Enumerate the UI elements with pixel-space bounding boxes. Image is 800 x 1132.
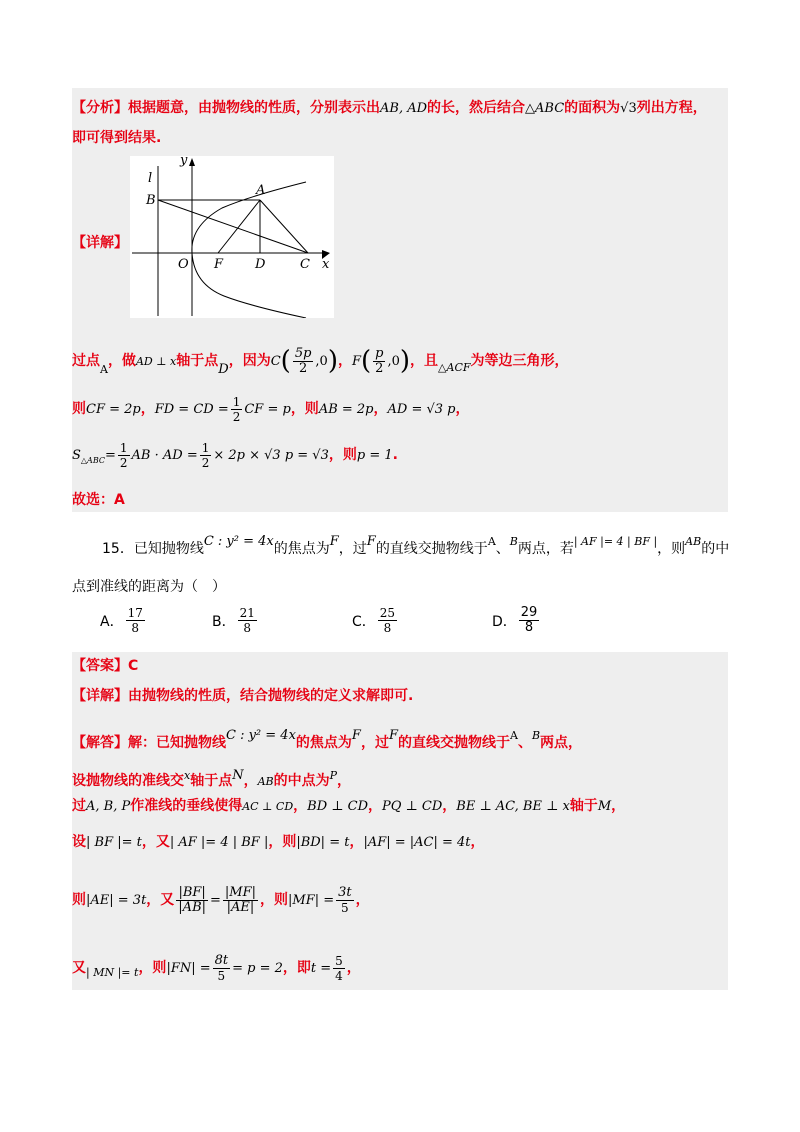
answer-text: 【答案】C <box>72 658 139 674</box>
parabola-figure <box>130 156 334 318</box>
choice-text: 故选：A <box>72 492 125 508</box>
solution-line-6: 又$_{| MN |= t}$，则|FN| = $\frac{8t}{5}$ = p = 2，即t = $\frac{5}{4}$ ， <box>72 952 361 983</box>
solution-line-2: 设抛物线的准线交$^x$轴于点N，AB的中点为$^P$， <box>72 768 352 789</box>
choice-line <box>72 490 125 510</box>
label-f: F <box>214 257 224 272</box>
option-b[interactable]: B． $\frac{21}{8}$ <box>212 606 255 635</box>
question-number: 15． <box>102 541 134 557</box>
detail-line-c: $S_{\triangle ABC}=$ $\frac{1}{2}$ AB · AD = $\frac{1}{2}$ × 2p × √3 p = √3，则p = 1. <box>72 440 398 470</box>
analysis-line-2: 即可得到结果. <box>72 130 162 146</box>
math-sqrt3: √3 <box>620 101 637 116</box>
math-ab-ad: AB, AD <box>380 101 428 116</box>
option-a[interactable]: A． $\frac{17}{8}$ <box>100 606 143 635</box>
solution-line-3: 过A, B, P作准线的垂线使得AC ⊥ CD，BD ⊥ CD，PQ ⊥ CD，BE ⊥ AC, BE ⊥ x轴于M， <box>72 798 626 814</box>
option-c[interactable]: C． $\frac{25}{8}$ <box>352 606 396 635</box>
answer-solution-block <box>72 652 728 990</box>
question-15-options <box>100 606 660 646</box>
answer-line <box>72 656 138 676</box>
math-triangle-abc: △ABC <box>525 101 565 116</box>
label-x: x <box>322 257 330 272</box>
detail-line: 【详解】由抛物线的性质，结合抛物线的定义求解即可. <box>72 688 414 704</box>
label-l: l <box>148 171 153 186</box>
analysis-solution-block <box>72 88 728 512</box>
detail-label: 【详解】 <box>72 235 128 251</box>
question-15-line-1: 15．已知抛物线C : y² = 4x的焦点为F，过F的直线交抛物线于$^A$、$^B$两点，若$^{| AF |= 4 | BF |}$，则$^{AB}$的中 <box>102 534 730 557</box>
solution-line-5: 则|AE| = 3t，又 $\frac{|BF|}{|AB|}$ = $\frac{|MF|}{|AE|}$ ，则|MF| = $\frac{3t}{5}$ ， <box>72 884 370 915</box>
solution-line-4: 设| BF |= t，又| AF |= 4 | BF |，则|BD| = t，|AF| = |AC| = 4t， <box>72 834 485 850</box>
label-o: O <box>178 257 189 272</box>
analysis-line-1: 【分析】根据题意，由抛物线的性质，分别表示出AB, AD的长，然后结合△ABC的面积为√3列出方程， <box>72 100 707 116</box>
solution-line-1: 【解答】解：已知抛物线C : y² = 4x的焦点为F，过F的直线交抛物线于$^A$、$^B$两点， <box>72 728 583 751</box>
label-a: A <box>256 183 266 198</box>
label-b: B <box>146 193 156 208</box>
label-y: y <box>180 156 188 168</box>
detail-line-b: 则CF = 2p，FD = CD = $\frac{1}{2}$ CF = p，则AB = 2p，AD = √3 p， <box>72 394 470 424</box>
label-d: D <box>255 257 266 272</box>
label-c: C <box>300 257 310 272</box>
detail-line-a: 过点$_A$，做AD ⊥ x轴于点D，因为C( $\frac{5p}{2}$ ,0)，F( $\frac{p}{2}$ ,0)，且$_{\triangle ACF}$为等边三角形， <box>72 345 569 377</box>
analysis-label: 【分析】 <box>72 100 128 116</box>
option-d[interactable]: D． $\frac{29}{8}$ <box>492 605 538 635</box>
detail-label-line <box>72 233 128 253</box>
question-15-line-2: 点到准线的距离为（ ） <box>72 579 226 595</box>
